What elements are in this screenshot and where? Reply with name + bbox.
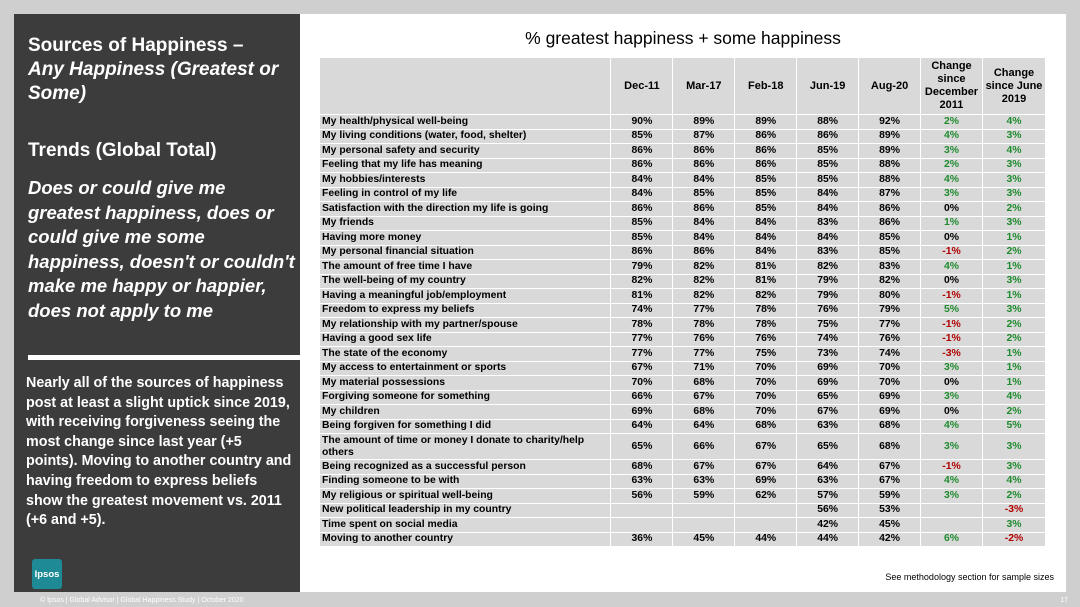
change-cell: 0%	[921, 405, 983, 420]
value-cell: 86%	[735, 158, 797, 173]
ipsos-logo: Ipsos	[32, 559, 62, 589]
value-cell	[735, 503, 797, 518]
change-cell	[921, 518, 983, 533]
value-cell: 82%	[859, 274, 921, 289]
change-cell: 1%	[982, 347, 1045, 362]
value-cell: 59%	[673, 489, 735, 504]
change-cell: 5%	[921, 303, 983, 318]
value-cell: 82%	[673, 260, 735, 275]
change-cell: -1%	[921, 245, 983, 260]
row-label: Finding someone to be with	[320, 474, 611, 489]
value-cell: 85%	[797, 158, 859, 173]
value-cell: 75%	[797, 318, 859, 333]
change-cell: 2%	[982, 318, 1045, 333]
change-cell: -1%	[921, 332, 983, 347]
value-cell: 69%	[797, 361, 859, 376]
table-row	[320, 245, 1046, 260]
table-row	[320, 129, 1046, 144]
change-cell: 1%	[982, 361, 1045, 376]
table-row	[320, 376, 1046, 391]
value-cell: 69%	[611, 405, 673, 420]
value-cell: 79%	[611, 260, 673, 275]
row-label: Satisfaction with the direction my life is going	[320, 202, 611, 217]
slide-heading: Sources of Happiness – Any Happiness (Greatest or Some)	[28, 35, 279, 104]
value-cell: 76%	[735, 332, 797, 347]
row-label: My friends	[320, 216, 611, 231]
value-cell: 67%	[611, 361, 673, 376]
row-label: Being recognized as a successful person	[320, 460, 611, 475]
value-cell: 79%	[797, 274, 859, 289]
column-header: Change since December 2011	[921, 58, 983, 115]
value-cell: 85%	[611, 129, 673, 144]
change-cell: 3%	[982, 518, 1045, 533]
change-cell: 0%	[921, 274, 983, 289]
value-cell: 67%	[735, 434, 797, 460]
page-number: 17	[1060, 597, 1068, 604]
table-row	[320, 489, 1046, 504]
table-row	[320, 318, 1046, 333]
value-cell	[611, 503, 673, 518]
value-cell: 81%	[611, 289, 673, 304]
value-cell: 63%	[797, 474, 859, 489]
value-cell: 89%	[735, 115, 797, 130]
value-cell: 78%	[611, 318, 673, 333]
value-cell: 53%	[859, 503, 921, 518]
value-cell: 85%	[611, 216, 673, 231]
value-cell: 85%	[797, 144, 859, 159]
value-cell: 85%	[797, 173, 859, 188]
table-row	[320, 274, 1046, 289]
value-cell: 84%	[735, 231, 797, 246]
change-cell: 2%	[982, 489, 1045, 504]
change-cell: 3%	[921, 390, 983, 405]
value-cell: 85%	[735, 187, 797, 202]
value-cell: 68%	[673, 405, 735, 420]
value-cell: 64%	[673, 419, 735, 434]
row-label: Time spent on social media	[320, 518, 611, 533]
value-cell: 79%	[859, 303, 921, 318]
value-cell: 74%	[859, 347, 921, 362]
column-header: Mar-17	[673, 58, 735, 115]
value-cell: 70%	[859, 361, 921, 376]
value-cell: 63%	[673, 474, 735, 489]
value-cell: 77%	[611, 332, 673, 347]
row-label: My health/physical well-being	[320, 115, 611, 130]
value-cell: 84%	[611, 173, 673, 188]
value-cell: 77%	[673, 347, 735, 362]
value-cell: 90%	[611, 115, 673, 130]
value-cell: 86%	[673, 245, 735, 260]
value-cell: 68%	[611, 460, 673, 475]
change-cell: 0%	[921, 202, 983, 217]
change-cell: 3%	[982, 187, 1045, 202]
row-label: My access to entertainment or sports	[320, 361, 611, 376]
value-cell: 84%	[673, 216, 735, 231]
value-cell: 36%	[611, 532, 673, 547]
value-cell: 70%	[735, 361, 797, 376]
value-cell: 81%	[735, 274, 797, 289]
change-cell: -2%	[982, 532, 1045, 547]
value-cell: 70%	[735, 405, 797, 420]
value-cell: 77%	[859, 318, 921, 333]
table-row	[320, 460, 1046, 475]
value-cell: 85%	[611, 231, 673, 246]
value-cell: 83%	[797, 245, 859, 260]
change-cell: 4%	[982, 390, 1045, 405]
header-cell-row-labels	[320, 58, 611, 115]
value-cell: 86%	[673, 202, 735, 217]
row-label: Freedom to express my beliefs	[320, 303, 611, 318]
table-row	[320, 289, 1046, 304]
value-cell	[673, 518, 735, 533]
table-row	[320, 173, 1046, 188]
change-cell: 1%	[921, 216, 983, 231]
row-label: Having more money	[320, 231, 611, 246]
divider	[28, 355, 303, 360]
value-cell: 89%	[859, 129, 921, 144]
change-cell: 4%	[921, 474, 983, 489]
value-cell: 71%	[673, 361, 735, 376]
table-row	[320, 115, 1046, 130]
change-cell: 3%	[982, 434, 1045, 460]
row-label: My relationship with my partner/spouse	[320, 318, 611, 333]
row-label: New political leadership in my country	[320, 503, 611, 518]
change-cell: -3%	[921, 347, 983, 362]
value-cell: 70%	[611, 376, 673, 391]
value-cell: 70%	[859, 376, 921, 391]
change-cell: 3%	[982, 158, 1045, 173]
value-cell: 67%	[859, 474, 921, 489]
change-cell: 2%	[921, 158, 983, 173]
change-cell: 4%	[982, 474, 1045, 489]
value-cell: 69%	[859, 405, 921, 420]
value-cell: 68%	[673, 376, 735, 391]
table-row	[320, 532, 1046, 547]
change-cell: 3%	[982, 274, 1045, 289]
summary-text: Nearly all of the sources of happiness post at least a slight uptick since 2019, with receiving forgiveness seeing the most change since last year (+5 points). Moving to another country and having freedom to express beliefs show the greatest movement vs. 2011 (+6 and +5).	[26, 375, 292, 529]
change-cell: 0%	[921, 231, 983, 246]
value-cell: 79%	[797, 289, 859, 304]
value-cell: 63%	[611, 474, 673, 489]
value-cell: 65%	[797, 390, 859, 405]
value-cell: 86%	[735, 129, 797, 144]
value-cell: 78%	[735, 303, 797, 318]
footer-text: © Ipsos | Global Advisor | Global Happiness Study | October 2020	[40, 597, 244, 604]
change-cell: 1%	[982, 260, 1045, 275]
value-cell: 84%	[797, 231, 859, 246]
column-header: Aug-20	[859, 58, 921, 115]
value-cell: 59%	[859, 489, 921, 504]
value-cell: 70%	[735, 390, 797, 405]
value-cell: 86%	[797, 129, 859, 144]
change-cell: 0%	[921, 376, 983, 391]
value-cell: 86%	[673, 158, 735, 173]
value-cell: 45%	[859, 518, 921, 533]
data-table	[319, 57, 1046, 547]
value-cell: 80%	[859, 289, 921, 304]
change-cell: 4%	[921, 419, 983, 434]
value-cell: 44%	[735, 532, 797, 547]
table-row	[320, 390, 1046, 405]
value-cell: 85%	[673, 187, 735, 202]
value-cell: 82%	[673, 289, 735, 304]
change-cell: 1%	[982, 289, 1045, 304]
value-cell: 67%	[859, 460, 921, 475]
row-label: The state of the economy	[320, 347, 611, 362]
value-cell: 87%	[859, 187, 921, 202]
change-cell: 3%	[921, 144, 983, 159]
value-cell: 42%	[859, 532, 921, 547]
row-label: My religious or spiritual well-being	[320, 489, 611, 504]
table-row	[320, 361, 1046, 376]
value-cell: 85%	[735, 173, 797, 188]
row-label: My personal financial situation	[320, 245, 611, 260]
change-cell: 3%	[982, 303, 1045, 318]
value-cell: 68%	[859, 419, 921, 434]
value-cell: 74%	[797, 332, 859, 347]
table-row	[320, 474, 1046, 489]
value-cell: 82%	[611, 274, 673, 289]
change-cell: 6%	[921, 532, 983, 547]
table-row	[320, 303, 1046, 318]
value-cell: 84%	[797, 187, 859, 202]
row-label: Forgiving someone for something	[320, 390, 611, 405]
value-cell: 77%	[611, 347, 673, 362]
value-cell: 56%	[797, 503, 859, 518]
slide-subheading: Trends (Global Total)	[28, 140, 217, 161]
value-cell: 86%	[859, 216, 921, 231]
value-cell: 84%	[735, 245, 797, 260]
value-cell: 82%	[735, 289, 797, 304]
row-label: My personal safety and security	[320, 144, 611, 159]
value-cell: 65%	[611, 434, 673, 460]
value-cell: 88%	[859, 173, 921, 188]
value-cell: 69%	[735, 474, 797, 489]
change-cell: 2%	[921, 115, 983, 130]
change-cell	[921, 503, 983, 518]
value-cell: 45%	[673, 532, 735, 547]
table-row	[320, 231, 1046, 246]
value-cell: 42%	[797, 518, 859, 533]
value-cell: 86%	[611, 144, 673, 159]
value-cell: 76%	[859, 332, 921, 347]
change-cell: 3%	[921, 489, 983, 504]
row-label: The amount of free time I have	[320, 260, 611, 275]
table-row	[320, 347, 1046, 362]
change-cell: 3%	[982, 460, 1045, 475]
value-cell: 57%	[797, 489, 859, 504]
header-row	[320, 58, 1046, 115]
change-cell: 4%	[982, 115, 1045, 130]
row-label: Moving to another country	[320, 532, 611, 547]
value-cell: 81%	[735, 260, 797, 275]
change-cell: 4%	[921, 129, 983, 144]
value-cell: 92%	[859, 115, 921, 130]
row-label: My material possessions	[320, 376, 611, 391]
value-cell: 86%	[611, 202, 673, 217]
chart-title: % greatest happiness + some happiness	[525, 28, 841, 48]
value-cell: 66%	[673, 434, 735, 460]
value-cell: 69%	[859, 390, 921, 405]
change-cell: -1%	[921, 318, 983, 333]
value-cell: 82%	[673, 274, 735, 289]
table-row	[320, 503, 1046, 518]
change-cell: 1%	[982, 376, 1045, 391]
change-cell: 4%	[921, 260, 983, 275]
value-cell: 87%	[673, 129, 735, 144]
value-cell: 68%	[859, 434, 921, 460]
table-row	[320, 518, 1046, 533]
value-cell: 64%	[611, 419, 673, 434]
table-row	[320, 216, 1046, 231]
change-cell: 3%	[982, 129, 1045, 144]
change-cell: -3%	[982, 503, 1045, 518]
value-cell: 86%	[673, 144, 735, 159]
value-cell: 85%	[859, 231, 921, 246]
value-cell: 73%	[797, 347, 859, 362]
value-cell: 78%	[673, 318, 735, 333]
value-cell: 85%	[859, 245, 921, 260]
change-cell: 4%	[921, 173, 983, 188]
change-cell: 3%	[921, 434, 983, 460]
value-cell: 76%	[673, 332, 735, 347]
value-cell: 84%	[797, 202, 859, 217]
table-row	[320, 202, 1046, 217]
row-label: The amount of time or money I donate to charity/help others	[320, 434, 611, 460]
value-cell: 82%	[797, 260, 859, 275]
column-header: Dec-11	[611, 58, 673, 115]
table-row	[320, 158, 1046, 173]
value-cell: 65%	[797, 434, 859, 460]
row-label: My hobbies/interests	[320, 173, 611, 188]
value-cell: 88%	[859, 158, 921, 173]
table-row	[320, 434, 1046, 460]
change-cell: -1%	[921, 289, 983, 304]
value-cell: 86%	[735, 144, 797, 159]
row-label: Being forgiven for something I did	[320, 419, 611, 434]
value-cell: 67%	[735, 460, 797, 475]
value-cell	[673, 503, 735, 518]
value-cell: 44%	[797, 532, 859, 547]
value-cell: 83%	[859, 260, 921, 275]
value-cell: 69%	[797, 376, 859, 391]
value-cell: 85%	[735, 202, 797, 217]
value-cell: 83%	[797, 216, 859, 231]
value-cell: 84%	[735, 216, 797, 231]
change-cell: -1%	[921, 460, 983, 475]
table-row	[320, 332, 1046, 347]
change-cell: 2%	[982, 405, 1045, 420]
value-cell: 84%	[673, 231, 735, 246]
row-label: Feeling that my life has meaning	[320, 158, 611, 173]
left-panel	[14, 14, 300, 592]
value-cell	[735, 518, 797, 533]
value-cell: 89%	[673, 115, 735, 130]
value-cell: 74%	[611, 303, 673, 318]
change-cell: 4%	[982, 144, 1045, 159]
value-cell: 56%	[611, 489, 673, 504]
row-label: My children	[320, 405, 611, 420]
change-cell: 3%	[921, 187, 983, 202]
table-row	[320, 419, 1046, 434]
value-cell: 75%	[735, 347, 797, 362]
change-cell: 3%	[982, 216, 1045, 231]
change-cell: 3%	[982, 173, 1045, 188]
methodology-note: See methodology section for sample sizes	[885, 572, 1054, 582]
value-cell: 67%	[797, 405, 859, 420]
value-cell: 63%	[797, 419, 859, 434]
table-row	[320, 405, 1046, 420]
column-header: Change since June 2019	[982, 58, 1045, 115]
change-cell: 2%	[982, 202, 1045, 217]
change-cell: 5%	[982, 419, 1045, 434]
value-cell: 88%	[797, 115, 859, 130]
question-text: Does or could give me greatest happiness, does or could give me some happiness, doesn't or couldn't make me happy or happier, does not apply to me	[28, 177, 295, 321]
value-cell: 70%	[735, 376, 797, 391]
value-cell: 86%	[611, 245, 673, 260]
value-cell: 86%	[611, 158, 673, 173]
table-row	[320, 260, 1046, 275]
change-cell: 1%	[982, 231, 1045, 246]
value-cell: 84%	[673, 173, 735, 188]
table-row	[320, 144, 1046, 159]
value-cell: 76%	[797, 303, 859, 318]
value-cell	[611, 518, 673, 533]
value-cell: 68%	[735, 419, 797, 434]
row-label: Feeling in control of my life	[320, 187, 611, 202]
table-row	[320, 187, 1046, 202]
value-cell: 86%	[859, 202, 921, 217]
row-label: Having a good sex life	[320, 332, 611, 347]
value-cell: 89%	[859, 144, 921, 159]
value-cell: 64%	[797, 460, 859, 475]
row-label: Having a meaningful job/employment	[320, 289, 611, 304]
value-cell: 78%	[735, 318, 797, 333]
value-cell: 62%	[735, 489, 797, 504]
change-cell: 2%	[982, 332, 1045, 347]
value-cell: 84%	[611, 187, 673, 202]
value-cell: 66%	[611, 390, 673, 405]
value-cell: 77%	[673, 303, 735, 318]
change-cell: 3%	[921, 361, 983, 376]
main-panel	[300, 14, 1066, 592]
row-label: My living conditions (water, food, shelter)	[320, 129, 611, 144]
row-label: The well-being of my country	[320, 274, 611, 289]
change-cell: 2%	[982, 245, 1045, 260]
column-header: Feb-18	[735, 58, 797, 115]
value-cell: 67%	[673, 390, 735, 405]
column-header: Jun-19	[797, 58, 859, 115]
value-cell: 67%	[673, 460, 735, 475]
